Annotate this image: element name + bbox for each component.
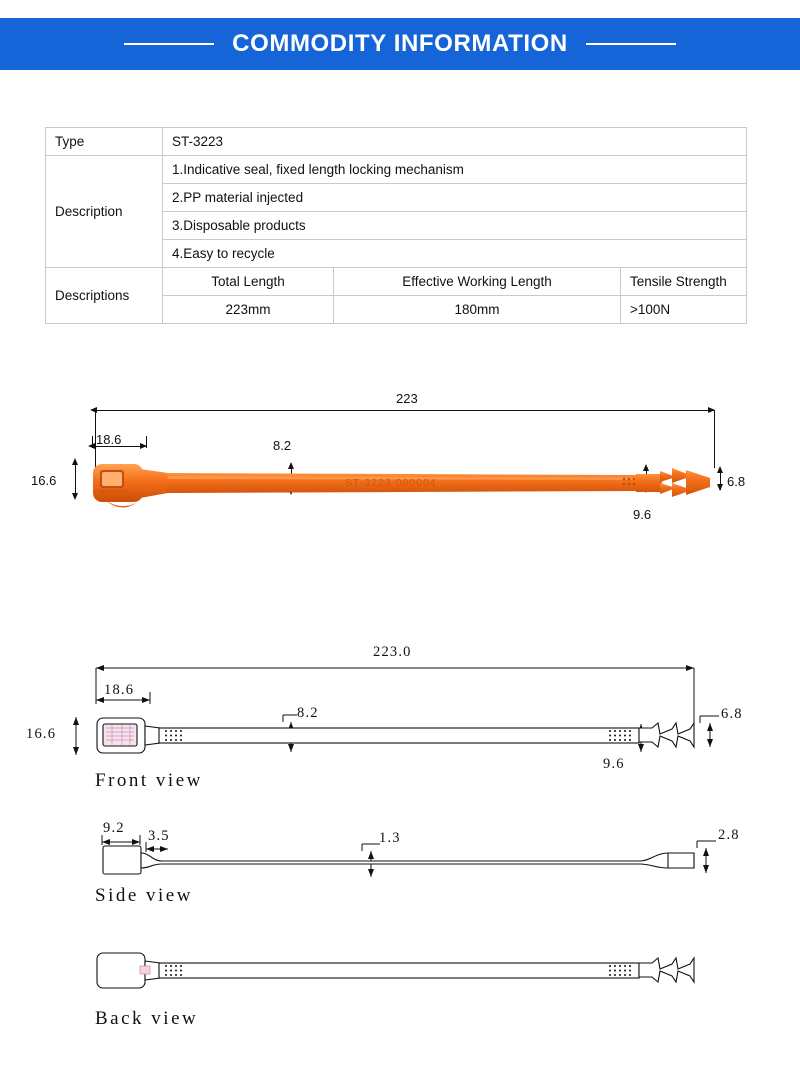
seal-tail-photo	[636, 468, 710, 497]
page-header-banner	[0, 18, 800, 70]
dim-text-tail-width: 9.6	[633, 507, 652, 522]
seal-marking-text: ST-3223 000004	[345, 477, 437, 489]
banner-inner	[124, 30, 676, 58]
type-label: Type	[46, 128, 163, 156]
dim-text-total-length: 223	[396, 391, 418, 406]
back-view-strap	[159, 963, 639, 978]
front-view-neck	[145, 726, 160, 745]
description-item: 4.Easy to recycle	[163, 240, 747, 268]
description-label: Description	[46, 156, 163, 268]
description-item: 2.PP material injected	[163, 184, 747, 212]
dim-text-strap-width: 8.2	[273, 438, 292, 453]
dim-text-head-width: 18.6	[96, 432, 122, 447]
front-dim-head-height: 16.6	[26, 726, 57, 742]
side-dim-neck: 3.5	[148, 828, 170, 844]
front-dim-total-length: 223.0	[373, 644, 412, 660]
technical-drawing-section	[0, 630, 800, 1070]
front-dim-tip-height: 6.8	[721, 706, 743, 722]
measure-value-tensile-strength: >100N	[621, 296, 747, 324]
seal-neck-photo	[140, 469, 168, 498]
type-value: ST-3223	[163, 128, 747, 156]
front-view-tail	[639, 723, 694, 747]
dim-text-head-height: 16.6	[31, 473, 57, 488]
page-title: COMMODITY INFORMATION	[232, 30, 568, 57]
banner-rule-left	[124, 43, 214, 45]
side-dim-head-width: 9.2	[103, 820, 125, 836]
product-photo-illustration	[0, 370, 800, 550]
side-dim-strap-thickness: 1.3	[379, 830, 401, 846]
table-row-measure-headers	[46, 268, 747, 296]
front-view-strap	[159, 728, 639, 743]
table-row-description-1	[46, 156, 747, 184]
measure-value-total-length: 223mm	[163, 296, 334, 324]
front-dim-tail-width: 9.6	[603, 756, 625, 772]
front-view-label: Front view	[95, 770, 203, 791]
measure-header-tensile-strength: Tensile Strength	[621, 268, 747, 296]
description-item: 1.Indicative seal, fixed length locking mechanism	[163, 156, 747, 184]
measure-header-effective-length: Effective Working Length	[334, 268, 621, 296]
measure-value-effective-length: 180mm	[334, 296, 621, 324]
descriptions-label: Descriptions	[46, 268, 163, 324]
front-view-head	[97, 718, 145, 753]
commodity-spec-table	[45, 127, 747, 324]
table-row-type	[46, 128, 747, 156]
side-view-tail	[668, 853, 694, 868]
banner-rule-right	[586, 43, 676, 45]
back-view-head	[97, 953, 145, 988]
dim-text-tip-height: 6.8	[727, 474, 746, 489]
measure-header-total-length: Total Length	[163, 268, 334, 296]
side-view-label: Side view	[95, 885, 193, 906]
side-view-body	[103, 846, 694, 874]
product-photo-section	[0, 370, 800, 550]
front-dim-strap-width: 8.2	[297, 705, 319, 721]
seal-head-photo	[93, 464, 143, 508]
side-dim-tip-thickness: 2.8	[718, 827, 740, 843]
back-view-label: Back view	[95, 1008, 199, 1029]
description-item: 3.Disposable products	[163, 212, 747, 240]
back-view-window	[140, 966, 150, 974]
back-view-tail	[639, 958, 694, 982]
front-dim-head-width: 18.6	[104, 682, 135, 698]
